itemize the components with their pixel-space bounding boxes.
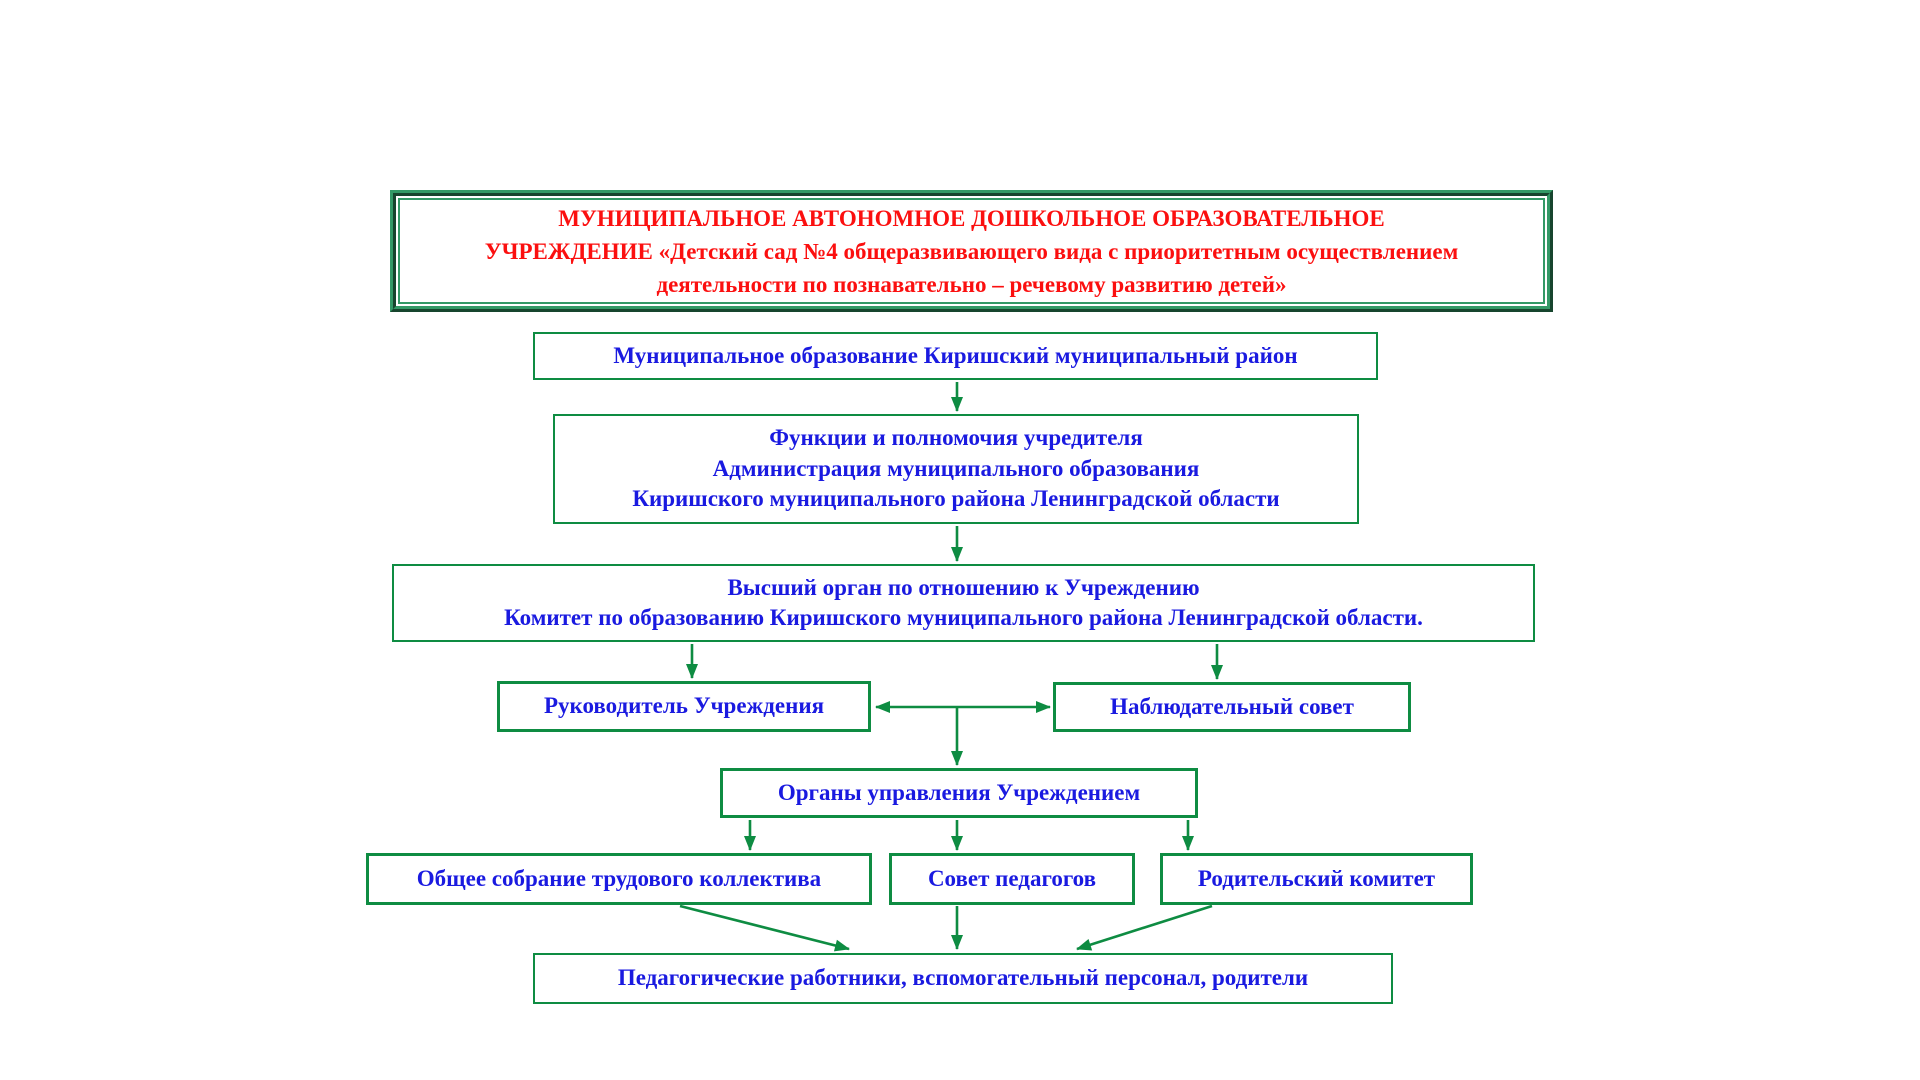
box-general-meeting-label: Общее собрание трудового коллектива — [416, 865, 822, 891]
box-founder-functions-line-2: Администрация муниципального образования — [712, 455, 1200, 481]
box-higher-body-line-1: Высший орган по отношению к Учреждению — [727, 574, 1200, 600]
box-management-bodies-label: Органы управления Учреждением — [777, 779, 1141, 805]
institution-title-inner-frame — [398, 198, 1545, 304]
box-municipality-label: Муниципальное образование Киришский муниципальный район — [613, 342, 1298, 368]
box-supervisory-board — [1053, 682, 1411, 732]
institution-title-box — [390, 190, 1553, 312]
box-parents-committee — [1160, 853, 1473, 905]
title-line-3: деятельности по познавательно – речевому развитию детей» — [656, 271, 1287, 297]
box-general-meeting — [366, 853, 872, 905]
box-teachers-council — [889, 853, 1135, 905]
box-founder-functions-line-1: Функции и полномочия учредителя — [769, 425, 1143, 451]
box-management-bodies — [720, 768, 1198, 818]
arrow-general-meeting-to-staff — [680, 906, 849, 949]
box-staff — [533, 953, 1393, 1004]
box-municipality — [533, 332, 1378, 380]
arrow-parents-committee-to-staff — [1077, 906, 1212, 949]
box-parents-committee-label: Родительский комитет — [1197, 865, 1436, 891]
title-line-1: МУНИЦИПАЛЬНОЕ АВТОНОМНОЕ ДОШКОЛЬНОЕ ОБРАЗОВАТЕЛЬНОЕ — [558, 205, 1385, 231]
box-supervisory-board-label: Наблюдательный совет — [1110, 693, 1354, 719]
box-founder-functions — [553, 414, 1359, 524]
box-founder-functions-line-3: Киришского муниципального района Ленинградской области — [632, 486, 1280, 512]
box-higher-body-line-2: Комитет по образованию Киришского муниципального района Ленинградской области. — [504, 605, 1423, 630]
box-teachers-council-label: Совет педагогов — [927, 865, 1097, 891]
box-head-of-institution — [497, 681, 871, 732]
box-head-of-institution-label: Руководитель Учреждения — [543, 693, 825, 719]
title-line-2: УЧРЕЖДЕНИЕ «Детский сад №4 общеразвивающего вида с приоритетным осуществлением — [484, 238, 1459, 264]
box-higher-body — [392, 564, 1535, 642]
box-staff-label: Педагогические работники, вспомогательный персонал, родители — [617, 965, 1309, 991]
